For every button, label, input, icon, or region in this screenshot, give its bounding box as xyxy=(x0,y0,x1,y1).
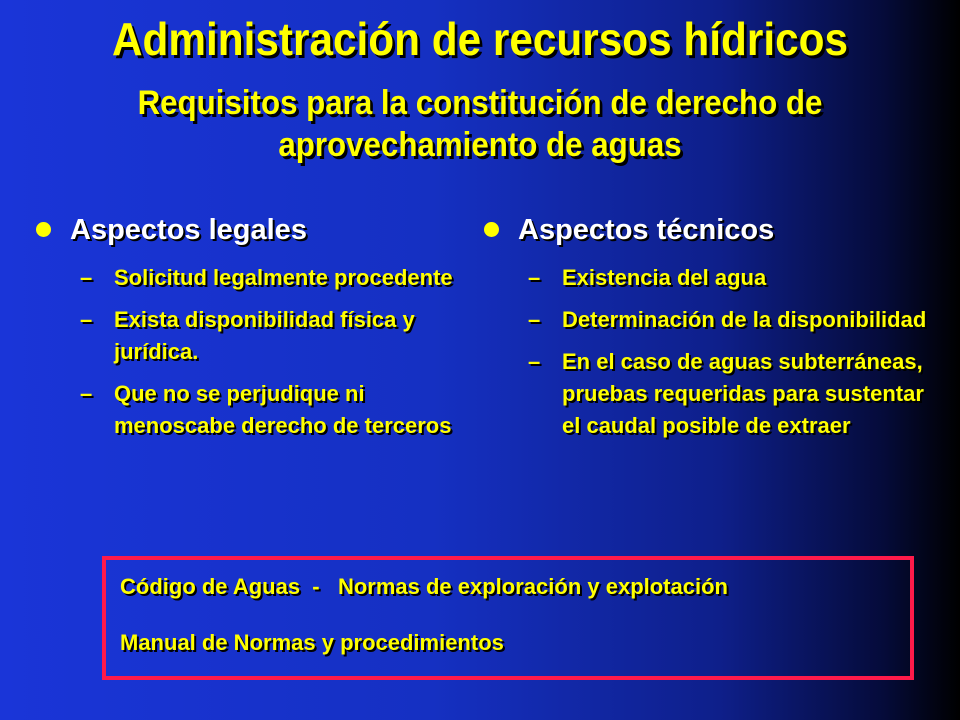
dash-bullet: – xyxy=(528,349,541,374)
dash-bullet: – xyxy=(80,265,93,290)
slide-subtitle: Requisitos para la constitución de derecho de aprovechamiento de aguas xyxy=(137,84,823,164)
list-item xyxy=(36,378,456,442)
legal-aspects-heading-text: Aspectos legales xyxy=(70,214,307,246)
list-item-text: En el caso de aguas subterráneas, pruebas requeridas para sustentar el caudal posible de extraer xyxy=(562,349,924,438)
references-box xyxy=(102,556,914,680)
slide-title: Administración de recursos hídricos xyxy=(111,13,849,65)
procedures-manual-reference: Manual de Normas y procedimientos xyxy=(120,630,504,655)
technical-aspects-column xyxy=(484,212,934,452)
list-item-text: Que no se perjudique ni menoscabe derecho de terceros xyxy=(114,381,452,438)
list-item-text: Solicitud legalmente procedente xyxy=(114,265,453,290)
list-item xyxy=(484,304,934,336)
round-bullet-icon xyxy=(36,222,51,237)
legal-aspects-heading xyxy=(36,212,456,252)
dash-bullet: – xyxy=(80,307,93,332)
round-bullet-icon xyxy=(484,222,499,237)
water-code-reference: Código de Aguas - Normas de exploración y explotación xyxy=(120,574,728,599)
legal-aspects-column xyxy=(36,212,456,452)
legal-aspects-list xyxy=(36,262,456,442)
dash-bullet: – xyxy=(80,381,93,406)
list-item-text: Exista disponibilidad física y jurídica. xyxy=(114,307,415,364)
technical-aspects-heading xyxy=(484,212,934,252)
list-item xyxy=(36,262,456,294)
technical-aspects-list xyxy=(484,262,934,442)
list-item xyxy=(36,304,456,368)
technical-aspects-heading-text: Aspectos técnicos xyxy=(518,214,775,246)
list-item xyxy=(484,346,934,442)
list-item xyxy=(484,262,934,294)
list-item-text: Existencia del agua xyxy=(562,265,767,290)
dash-bullet: – xyxy=(528,307,541,332)
dash-bullet: – xyxy=(528,265,541,290)
list-item-text: Determinación de la disponibilidad xyxy=(562,307,927,332)
